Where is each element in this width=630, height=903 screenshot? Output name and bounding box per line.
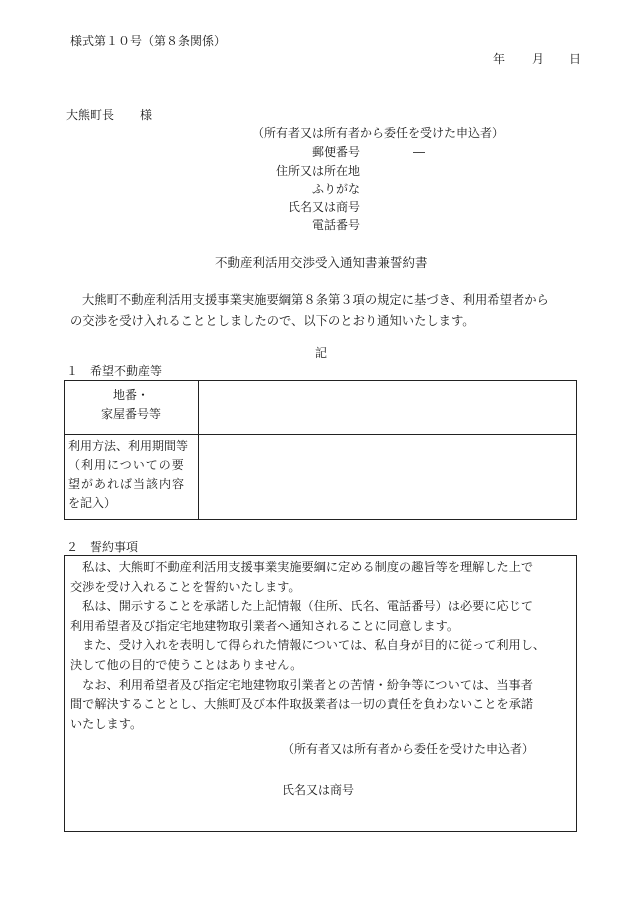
furigana-label: ふりがな [311, 182, 360, 196]
date-year-label: 年 [493, 52, 506, 66]
body-line-2: の交渉を受け入れることとしましたので、以下のとおり通知いたします。 [70, 314, 475, 328]
usage-label-line3: 望があれば当該内容 [68, 477, 186, 491]
applicant-note: （所有者又は所有者から委任を受けた申込者） [252, 126, 505, 140]
lot-number-value[interactable] [205, 381, 573, 433]
usage-label-line2: （利用についての要 [68, 458, 185, 472]
date-month-label: 月 [532, 52, 545, 66]
oath-line: 利用希望者及び指定宅地建物取引業者へ通知されることに同意します。 [70, 618, 460, 633]
document-title: 不動産利活用交渉受入通知書兼誓約書 [215, 255, 428, 270]
postal-code-label: 郵便番号 [311, 145, 360, 159]
name-label: 氏名又は商号 [287, 200, 360, 214]
address-label: 住所又は所在地 [275, 164, 360, 178]
date-day-label: 日 [569, 52, 582, 66]
usage-label-line1: 利用方法、利用期間等 [68, 439, 189, 453]
signer-note: （所有者又は所有者から委任を受けた申込者） [282, 742, 535, 756]
postal-code-dash: ― [413, 145, 425, 159]
oath-line: 私は、大熊町不動産利活用支援事業実施要綱に定める制度の趣旨等を理解した上で [70, 560, 534, 574]
form-number: 様式第１０号（第８条関係） [70, 34, 227, 48]
addressee-name: 大熊町長 [66, 108, 115, 122]
section1-heading: １ 希望不動産等 [66, 364, 163, 378]
body-line-1: 大熊町不動産利活用支援事業実施要綱第８条第３項の規定に基づき、利用希望者から [82, 293, 549, 307]
property-table-divider [198, 380, 199, 520]
usage-value[interactable] [205, 436, 573, 518]
house-number-label: 家屋番号等 [100, 407, 161, 421]
signer-name-label: 氏名又は商号 [282, 783, 355, 797]
section2-heading: ２ 誓約事項 [66, 540, 139, 554]
oath-line: 私は、開示することを承諾した上記情報（住所、氏名、電話番号）は必要に応じて [70, 599, 534, 614]
addressee-honorific: 様 [140, 108, 153, 122]
oath-line: なお、利用希望者及び指定宅地建物取引業者との苦情・紛争等については、当事者 [70, 677, 533, 692]
oath-line: いたします。 [70, 716, 143, 731]
oath-line: また、受け入れを表明して得られた情報については、私自身が目的に従って利用し、 [70, 638, 546, 653]
oath-line: 決して他の目的で使うことはありません。 [70, 658, 303, 672]
property-table-row-divider [64, 434, 577, 435]
oath-line: 交渉を受け入れることを誓約いたします。 [70, 579, 301, 594]
phone-label: 電話番号 [311, 218, 360, 232]
ki-heading: 記 [315, 346, 328, 360]
usage-label-line4: を記入） [68, 496, 117, 510]
lot-number-label: 地番・ [112, 388, 149, 402]
oath-line: 間で解決することとし、大熊町及び本件取扱業者は一切の責任を負わないことを承諾 [70, 697, 534, 712]
